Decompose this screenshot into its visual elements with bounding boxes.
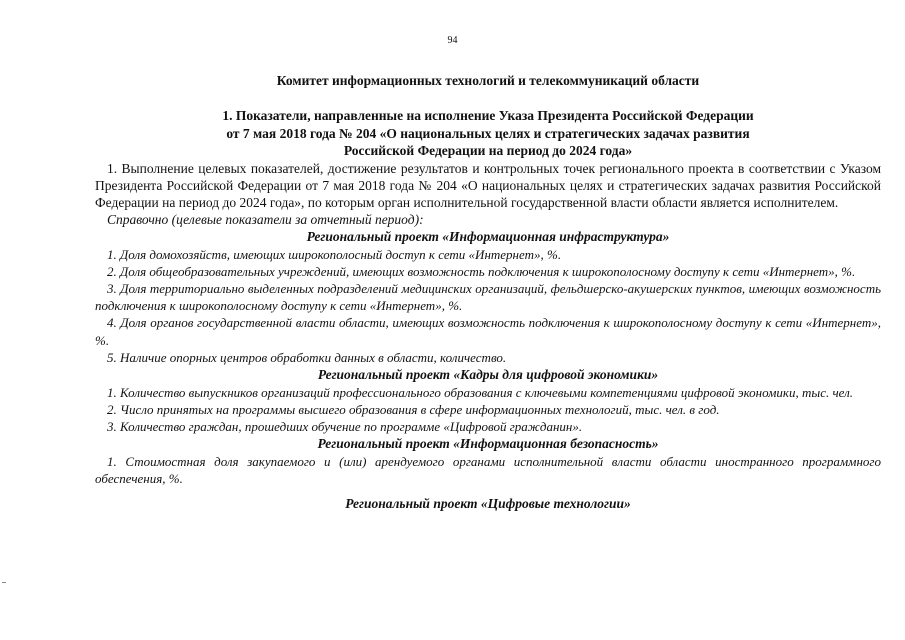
indicator-item: 3. Доля территориально выделенных подразделений медицинских организаций, фельдшерско-акушерских пунктов, имеющих возможность подключения к широкополосному доступу к сети «Интернет», %. <box>95 281 881 314</box>
indicator-item: 5. Наличие опорных центров обработки данных в области, количество. <box>107 349 507 365</box>
section-title <box>95 107 881 160</box>
page-content <box>95 72 881 513</box>
indicator-item: 3. Количество граждан, прошедших обучение по программе «Цифровой гражданин». <box>107 418 583 434</box>
project-title-infrastructure: Региональный проект «Информационная инфраструктура» <box>306 229 670 245</box>
indicator-item: 2. Число принятых на программы высшего образования в сфере информационных технологий, тыс. чел. в год. <box>107 401 720 417</box>
reference-note: Справочно (целевые показатели за отчетный период): <box>107 212 424 228</box>
indicator-item: 4. Доля органов государственной власти области, имеющих возможность подключения к широкополосному доступу к сети «Интернет», %. <box>95 315 881 348</box>
project-title-digital-staff: Региональный проект «Кадры для цифровой экономики» <box>317 367 659 383</box>
indicator-item: 1. Доля домохозяйств, имеющих широкополосный доступ к сети «Интернет», %. <box>107 246 562 262</box>
indicator-item: 1. Стоимостная доля закупаемого и (или) арендуемого органами исполнительной власти области иностранного программного обеспечения, %. <box>95 453 881 486</box>
section-title-line: от 7 мая 2018 года № 204 «О национальных целях и стратегических задачах развития <box>226 125 750 141</box>
section-title-line: Российской Федерации на период до 2024 года» <box>343 143 633 158</box>
indicator-item: 2. Доля общеобразовательных учреждений, имеющих возможность подключения к широкополосному доступу к сети «Интернет», %. <box>107 263 856 279</box>
indicator-item: 1. Количество выпускников организаций профессионального образования с ключевыми компетенциями цифровой экономики, тыс. чел. <box>107 384 854 400</box>
scan-edge-mark <box>2 582 6 583</box>
committee-heading: Комитет информационных технологий и телекоммуникаций области <box>276 73 700 88</box>
project-title-information-security: Региональный проект «Информационная безопасность» <box>317 436 659 452</box>
section-title-line: 1. Показатели, направленные на исполнение Указа Президента Российской Федерации <box>222 108 754 123</box>
page-number: 94 <box>447 35 458 46</box>
project-title-digital-technologies: Региональный проект «Цифровые технологии» <box>345 496 631 512</box>
section-paragraph: 1. Выполнение целевых показателей, достижение результатов и контрольных точек регионального проекта в соответствии с Указом Президента Российской Федерации от 7 мая 2018 года № 204 «О национальных целях и стратегических задачах развития Российской Федерации на период до 2024 года», по которым орган исполнительной государственной власти области является исполнителем. <box>95 160 881 210</box>
